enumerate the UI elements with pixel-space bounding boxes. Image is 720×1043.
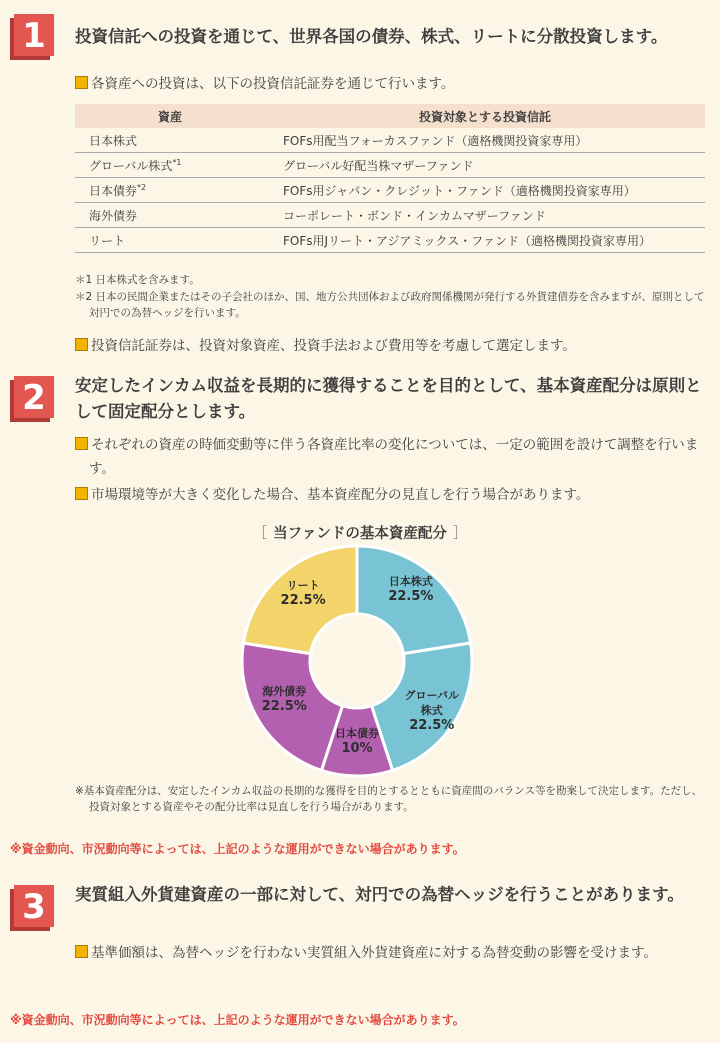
pie-label-4 (258, 578, 348, 608)
bracket-left: ［ (252, 526, 268, 542)
pie-note: ※基本資産配分は、安定したインカム収益の長期的な獲得を目的とするとともに資産間のバランス等を勘案して決定します。ただし、投資対象とする資産やその配分比率は見直しを行う場合があります。 (75, 785, 703, 813)
footnote-2: ＊2 日本の民間企業またはその子会社のほか、国、地方公共団体および政府関係機関が発行する外貨建債券を含みますが、原則として対円での為替ヘッジを行います。 (75, 291, 705, 319)
fund-cell: FOFs用Jリート・アジアミックス・ファンド（適格機関投資家専用） (265, 228, 705, 253)
pie-label-value: 22.5% (261, 699, 307, 715)
bullet-s1-1 (75, 72, 715, 96)
section-number-1: 1 (14, 14, 54, 56)
bullet-text: 基準価額は、為替ヘッジを行わない実質組入外貨建資産に対する為替変動の影響を受けます。 (91, 945, 657, 961)
bullet-s2-2 (75, 483, 715, 507)
fund-table (75, 104, 705, 253)
section-title-1: 投資信託への投資を通じて、世界各国の債券、株式、リートに分散投資します。 (75, 27, 668, 46)
section-number-3: 3 (14, 885, 54, 927)
bullet-square-icon (75, 338, 88, 351)
pie-label-name: グローバル 株式 (404, 689, 459, 718)
pie-label-value: 22.5% (388, 588, 434, 604)
bullet-s2-1 (75, 433, 719, 481)
table-header-asset: 資産 (75, 104, 265, 128)
bullet-square-icon (75, 437, 88, 450)
asset-cell: 日本債券$^{*2}$ (75, 178, 265, 203)
pie-label-name: 日本株式 (388, 574, 433, 588)
pie-label-value: 22.5% (409, 718, 455, 734)
pie-label-value: 22.5% (280, 592, 326, 608)
bullet-square-icon (75, 487, 88, 500)
bullet-s1-2 (75, 334, 715, 358)
fund-cell: コーポレート・ボンド・インカムマザーファンド (265, 203, 705, 228)
bullet-square-icon (75, 76, 88, 89)
bullet-text: 投資信託証券は、投資対象資産、投資手法および費用等を考慮して選定します。 (91, 338, 576, 354)
table-row (75, 178, 705, 203)
asset-cell: 日本株式 (75, 128, 265, 153)
bracket-right: ］ (452, 526, 468, 542)
bullet-text: それぞれの資産の時価変動等に伴う各資産比率の変化については、一定の範囲を設けて調整を行います。 (89, 437, 699, 477)
asset-cell: グローバル株式$^{*1}$ (75, 153, 265, 178)
pie-label-name: リート (286, 578, 320, 592)
fund-cell: FOFs用配当フォーカスファンド（適格機関投資家専用） (265, 128, 705, 153)
pie-title-text: 当ファンドの基本資産配分 (273, 526, 447, 542)
warning-2: ※資金動向、市況動向等によっては、上記のような運用ができない場合があります。 (10, 1013, 465, 1027)
pie-label-0 (366, 574, 456, 604)
pie-title (230, 522, 490, 543)
bullet-square-icon (75, 945, 88, 958)
asset-cell: 海外債券 (75, 203, 265, 228)
bullet-text: 市場環境等が大きく変化した場合、基本資産配分の見直しを行う場合があります。 (91, 487, 590, 503)
fund-cell: FOFs用ジャパン・クレジット・ファンド（適格機関投資家専用） (265, 178, 705, 203)
table-row (75, 203, 705, 228)
warning-1: ※資金動向、市況動向等によっては、上記のような運用ができない場合があります。 (10, 842, 465, 856)
section-number-2: 2 (14, 376, 54, 418)
section-title-2: 安定したインカム収益を長期的に獲得することを目的として、基本資産配分は原則として固定配分とします。 (75, 376, 702, 421)
table-row (75, 153, 705, 178)
table-row (75, 128, 705, 153)
pie-chart (240, 544, 474, 778)
pie-label-value: 10% (341, 741, 373, 756)
footnote-1: ＊1 日本株式を含みます。 (75, 274, 200, 286)
pie-label-name: 海外債券 (262, 685, 307, 699)
pie-label-3 (239, 684, 329, 714)
pie-label-2 (312, 726, 402, 756)
asset-cell: リート (75, 228, 265, 253)
table-row (75, 228, 705, 253)
bullet-s3-1 (75, 941, 719, 965)
table-header-fund: 投資対象とする投資信託 (265, 104, 705, 128)
fund-cell: グローバル好配当株マザーファンド (265, 153, 705, 178)
bullet-text: 各資産への投資は、以下の投資信託証券を通じて行います。 (91, 76, 455, 92)
section-title-3: 実質組入外貨建資産の一部に対して、対円での為替ヘッジを行うことがあります。 (75, 885, 684, 904)
pie-label-name: 日本債券 (335, 727, 379, 740)
